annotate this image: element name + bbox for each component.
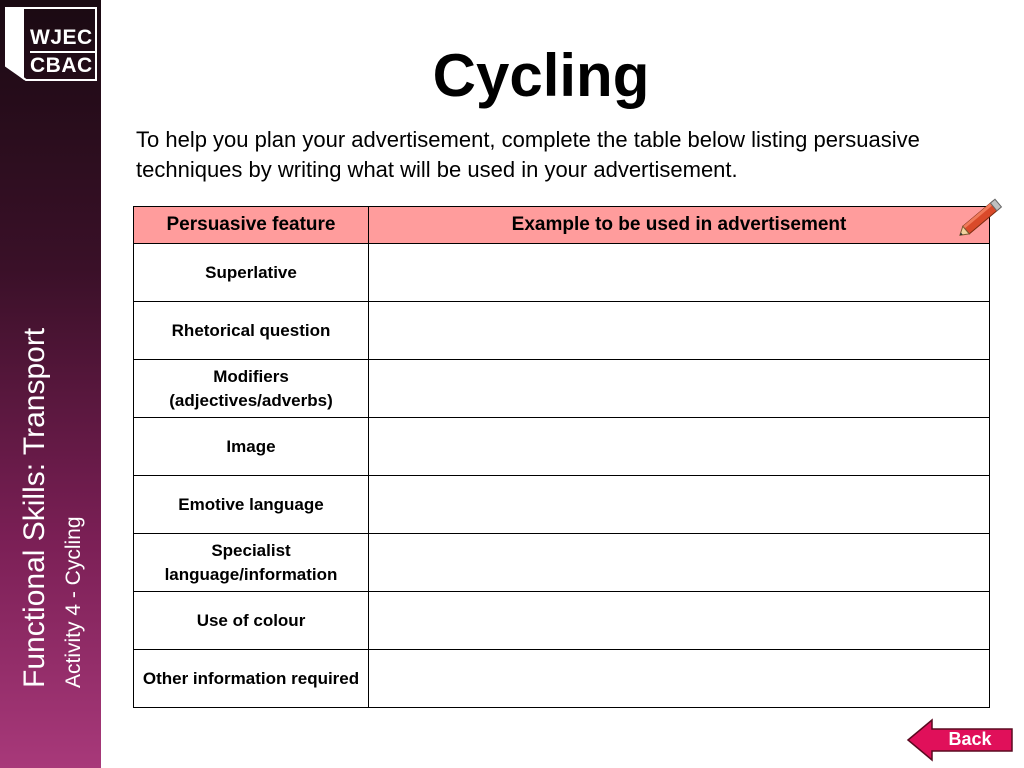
back-button[interactable] [906,718,1016,762]
table-row [134,302,990,360]
example-cell[interactable] [369,534,990,592]
logo-text-wjec: WJEC [30,26,93,49]
example-cell[interactable] [369,418,990,476]
table-row [134,418,990,476]
page-title: Cycling [432,42,650,109]
table-row [134,360,990,418]
header-persuasive-feature: Persuasive feature [134,207,369,244]
header-example: Example to be used in advertisement [369,207,990,244]
feature-cell: Specialist language/information [134,534,369,592]
table-header-row [134,207,990,244]
example-cell[interactable] [369,592,990,650]
example-cell[interactable] [369,360,990,418]
table-row [134,534,990,592]
table-row [134,476,990,534]
example-cell[interactable] [369,476,990,534]
example-cell[interactable] [369,244,990,302]
feature-cell: Superlative [134,244,369,302]
logo-divider [30,51,96,53]
example-cell[interactable] [369,302,990,360]
sidebar-title: Functional Skills: Transport [18,327,51,688]
table-row [134,244,990,302]
sidebar-subtitle: Activity 4 - Cycling [62,516,85,688]
feature-cell: Emotive language [134,476,369,534]
table-row [134,592,990,650]
feature-cell: Rhetorical question [134,302,369,360]
feature-cell: Image [134,418,369,476]
back-label: Back [948,729,992,749]
wjec-cbac-logo [4,6,98,82]
logo-text-cbac: CBAC [30,54,93,77]
sidebar [0,0,101,768]
feature-cell: Other information required [134,650,369,708]
instructions-text: To help you plan your advertisement, complete the table below listing persuasive techniques by writing what will be used in your advertisement. [136,127,920,182]
feature-cell [134,360,369,418]
persuasive-features-table [133,206,990,708]
feature-cell: Use of colour [134,592,369,650]
table-row [134,650,990,708]
pencil-icon [952,192,1012,244]
feature-text: Modifiers (adjectives/adverbs) [169,366,333,410]
example-cell[interactable] [369,650,990,708]
